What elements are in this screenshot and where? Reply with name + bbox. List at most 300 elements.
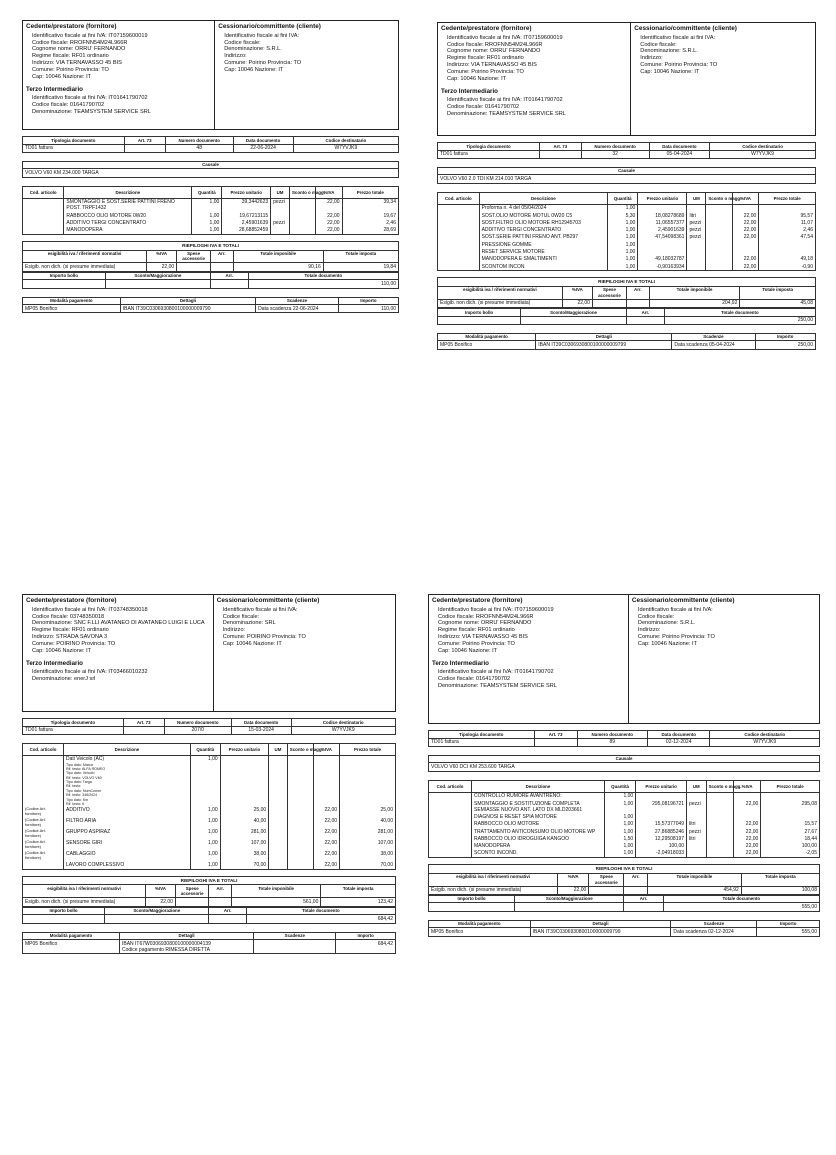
item-desc [472,813,605,820]
tipologia-value: TD01 fattura [438,150,540,158]
item-um: pezzi [687,227,706,234]
item-pu: 107,00 [220,840,268,851]
item-pu: 19,67213115 [222,212,271,219]
invoice-2 [437,22,816,350]
importo-value: 110,00 [338,305,398,313]
item-tot [761,792,820,800]
th-arr: Arr. [210,250,233,263]
item-iva: 22,00 [732,212,758,219]
th-esigibilita: esigibilità iva / riferimenti normativi [429,873,558,886]
cedente-line: Regime fiscale: RF01 ordinario [32,627,109,634]
th-quantita: Quantità [190,743,220,755]
item-qta: 1,00 [604,828,635,835]
item-pu: 18,08278689 [638,212,687,219]
items-table [22,186,399,235]
th-bollo: Importo bollo [438,309,521,317]
item-tot: 107,00 [340,840,396,851]
pagamento-table [437,333,816,350]
item-iva: 22,00 [313,818,339,829]
codice-value: W7YVJK9 [710,150,816,158]
item-qta: 1,00 [190,818,220,829]
piva-value: 22,00 [562,299,592,307]
item-iva [732,248,758,255]
terzo-title: Terzo Intermediario [441,87,498,95]
cedente-line: Indirizzo: VIA TERNAVASSO 45 BIS [438,634,528,641]
item-sconto [706,828,733,835]
item-sconto [706,842,733,849]
cessionario-line: Cap: 10046 Nazione: IT [222,640,282,647]
th-art73: Art. 73 [534,731,577,739]
th-scadenze: Scadenze [672,333,755,341]
item-desc [479,256,608,263]
item-tot [761,813,820,820]
item-tot [340,755,396,807]
terzo-line: Codice fiscale: 01641790702 [32,101,105,108]
th-scadenze: Scadenze [254,932,336,940]
cedente-line: Codice fiscale: RROFNN54M24L966R [447,41,543,48]
cedente-box [22,594,213,712]
item-tot: 281,00 [340,829,396,840]
cedente-line: Codice fiscale: RROFNN54M24L966R [438,613,534,620]
th-cod-articolo: Cod. articolo [429,780,472,792]
item-um [687,850,707,858]
item-sconto [706,227,732,234]
item-um [269,818,288,829]
item-sub-line: Tipo dato: Targa [66,780,92,785]
th-imposta: Totale imposta [741,873,819,886]
item-cod [438,219,480,226]
item-tot: 15,57 [761,821,820,828]
importo-value: 684,42 [336,940,396,954]
th-prezzo-totale: Prezzo totale [340,743,396,755]
table-row [23,840,396,851]
th-numero: Numero documento [581,143,649,151]
item-pu: 15,57377049 [636,821,687,828]
item-tot: -0,90 [759,263,816,271]
cessionario-line: Identificativo fiscale ai fini IVA: [222,606,298,613]
th-imposta: Totale imposta [323,250,398,263]
th-sconto: Sconto o magg. [287,743,313,755]
terzo-line: Codice fiscale: 01641790702 [438,675,511,682]
item-desc [472,800,605,813]
item-tot [759,241,816,248]
totali-table [428,895,820,912]
cessionario-line: Cap: 10046 Nazione: IT [640,68,700,75]
th-um: UM [271,186,290,198]
th-sconto: Sconto o magg. [289,186,315,198]
cedente-title: Cedente/prestatore (fornitore) [441,25,532,32]
th-cod-articolo: Cod. articolo [23,186,64,198]
item-pu: 39,3442623 [222,198,271,212]
th-piva: %IVA [146,885,176,898]
cedente-line: Identificativo fiscale ai fini IVA: IT07159600019 [438,606,554,613]
th-sconto-magg: Sconto/Maggiorazione [105,272,210,280]
cedente-title: Cedente/prestatore (fornitore) [432,597,523,604]
item-desc-text: ADDITIVO TERGI CONCENTRATO [66,219,147,226]
item-iva: 22,00 [733,835,760,842]
esigibilita-value: Esigib. non dich. (si presume immediata) [23,898,146,906]
causale-table [428,755,820,772]
numero-value: 207/0 [164,726,231,734]
table-row [438,234,816,241]
pagamento-table [428,920,820,937]
th-descrizione: Descrizione [64,186,192,198]
terzo-line: Denominazione: enerJ srl [32,675,96,682]
causale-value: VOLVO V60 DCI KM 253.600 TARGA [429,763,820,771]
document-info-table [428,730,820,747]
item-pu [220,755,268,807]
item-cod [438,248,480,255]
art73-value [534,738,577,746]
item-sconto [287,840,313,851]
th-imposta: Totale imposta [740,286,816,299]
item-tot: 40,00 [340,818,396,829]
item-qta: 1,00 [608,219,638,226]
item-pu: 295,08196721 [636,800,687,813]
sconto-magg-value [515,903,624,911]
th-sconto-magg: Sconto/Maggiorazione [521,309,627,317]
item-pu: 38,00 [220,851,268,862]
item-sconto [706,792,733,800]
item-sconto [289,227,315,235]
item-cod [438,227,480,234]
tipologia-value: TD01 fattura [429,738,535,746]
item-tot: 2,46 [342,219,398,226]
item-qta: 5,30 [608,212,638,219]
item-pu: 49,18032787 [638,256,687,263]
scadenze-value: Data scadenza 22-06-2024 [256,305,339,313]
numero-value: 89 [577,738,647,746]
terzo-title: Terzo Intermediario [26,85,83,93]
item-qta: 1,00 [192,219,222,226]
th-cod-articolo: Cod. articolo [438,192,480,204]
cedente-box [437,22,630,136]
cedente-line: Codice fiscale: 03748350018 [32,613,105,620]
item-sconto [706,800,733,813]
cessionario-title: Cessionario/committente (cliente) [216,597,320,604]
item-sconto [287,807,313,818]
th-um: UM [687,192,706,204]
item-cod [438,256,480,263]
numero-value: 32 [581,150,649,158]
item-sub-line: Tipo dato: Veicolo [66,771,95,776]
th-numero: Numero documento [165,137,233,145]
th-arr2: Arr. [624,895,663,903]
th-piva: %IVA [558,873,589,886]
document-info-table [22,718,396,735]
cedente-line: Comune: Poirino Provincia: TO [447,68,524,75]
item-sconto [287,851,313,862]
th-totale-documento: Totale documento [664,309,815,317]
item-desc-text: SCONTOM INCON [481,263,525,270]
importo-value: 555,00 [757,928,820,936]
imponibile-value: 90,16 [233,263,323,271]
table-row [23,227,399,235]
header-boxes [428,594,820,724]
riepilogo-table [428,873,820,895]
item-qta: 1,00 [192,212,222,219]
table-row [23,851,396,862]
item-desc [479,241,608,248]
th-dettagli: Dettagli [536,333,672,341]
item-iva: 22,00 [316,198,342,212]
terzo-line: Identificativo fiscale ai fini IVA: IT03466010232 [32,669,148,676]
arr2-value [624,903,663,911]
item-desc-text: SOST.SERIE PATTINI FRENO ANT. PB297 [481,234,579,241]
th-esigibilita: esigibilità iva / riferimenti normativi [438,286,563,299]
th-art73: Art. 73 [540,143,582,151]
item-iva [313,755,339,807]
table-row [429,821,820,828]
cedente-box [428,594,628,724]
item-desc-text: RABBOCCO OLIO MOTORE [474,821,540,828]
item-sconto [287,862,313,870]
piva-value: 22,00 [558,886,589,894]
cessionario-title: Cessionario/committente (cliente) [218,23,321,30]
cedente-line: Cognome nome: ORRU' FERNANDO [32,46,126,53]
cessionario-box [630,22,816,136]
item-sub-line: Tipo dato: Marca [66,762,93,767]
item-qta: 1,00 [608,234,638,241]
item-desc [479,204,608,212]
cedente-line: Cap: 10046 Nazione: IT [32,73,92,80]
item-sconto [289,198,315,212]
item-pu [636,813,687,820]
item-sconto [706,850,733,858]
cessionario-line: Comune: POIRINO Provincia: TO [222,634,306,641]
dettagli-value [530,928,671,936]
item-um: pezzi [687,800,707,813]
th-um: UM [687,780,707,792]
bollo-value [23,915,105,923]
item-desc-text: RESET SERVICE MOTORE [481,248,545,255]
item-um: pezzi [271,198,290,212]
item-iva: 22,00 [316,219,342,226]
item-pu: 100,00 [636,842,687,849]
item-iva: 22,00 [732,219,758,226]
item-desc [64,829,191,840]
th-art73: Art. 73 [124,137,165,145]
item-qta: 1,00 [192,198,222,212]
item-cod [23,219,64,226]
cessionario-line: Denominazione: SRL [222,620,276,627]
item-sconto [706,219,732,226]
cessionario-line: Indirizzo: [637,627,661,634]
item-desc-text: LAVORO COMPLESSIVO [66,862,125,869]
arr-value [210,263,233,271]
terzo-line: Denominazione: TEAMSYSTEM SERVICE SRL [32,108,151,115]
th-imponibile: Totale imponibile [649,286,740,299]
bollo-value [429,903,515,911]
item-qta: 1,50 [604,835,635,842]
item-sconto [706,263,732,271]
item-pu: -0,90163934 [638,263,687,271]
piva-value: 22,00 [146,898,176,906]
th-cod-articolo: Cod. articolo [23,743,64,755]
item-um: litri [687,212,706,219]
item-tot [759,248,816,255]
item-cod [429,813,472,820]
item-qta: 1,00 [604,821,635,828]
item-tot: 28,69 [342,227,398,235]
item-qta: 1,00 [604,850,635,858]
th-totale-documento: Totale documento [248,272,398,280]
item-desc-text: MANODOPERA [66,227,103,234]
item-iva: 22,00 [733,842,760,849]
arr2-value [626,316,664,324]
codice-value: W7YVJK9 [293,144,398,152]
totali-table [437,308,816,325]
cedente-line: Comune: Poirino Provincia: TO [438,640,515,647]
th-iva: %IVA [733,780,760,792]
th-data: Data documento [649,143,709,151]
th-numero: Numero documento [164,719,231,727]
table-row [429,842,820,849]
th-quantita: Quantità [608,192,638,204]
invoice-3 [22,594,396,954]
invoice-1 [22,20,399,313]
item-desc [479,234,608,241]
item-desc-text: RABBOCCO OLIO MOTORE 0W20 [66,212,147,219]
modalita-value: MP05 Bonifico [23,305,121,313]
table-row [23,755,396,807]
item-desc [64,851,191,862]
totale-documento-value: 684,42 [246,915,395,923]
th-prezzo-unitario: Prezzo unitario [638,192,687,204]
th-totale-documento: Totale documento [663,895,819,903]
document-info-table [22,136,399,153]
item-um [687,842,707,849]
cessionario-box [214,20,399,130]
cedente-line: Regime fiscale: RF01 ordinario [32,53,109,60]
item-pu: 28,68852459 [222,227,271,235]
imponibile-value: 454,92 [647,886,741,894]
th-importo: Importo [755,333,816,341]
th-prezzo-unitario: Prezzo unitario [636,780,687,792]
terzo-title: Terzo Intermediario [26,659,83,667]
item-iva [732,241,758,248]
item-pu: 27,86885246 [636,828,687,835]
th-descrizione: Descrizione [472,780,605,792]
item-sconto [706,835,733,842]
item-cod [438,204,480,212]
dettagli-line: IBAN IT67W0306930800100000004139 [121,940,211,947]
item-pu [638,241,687,248]
th-sconto: Sconto o magg. [706,192,732,204]
item-iva: 22,00 [316,212,342,219]
art73-value [124,144,165,152]
item-tot: 25,00 [340,807,396,818]
cedente-line: Identificativo fiscale ai fini IVA: IT03748350018 [32,606,148,613]
item-desc-text: FILTRO ARIA [66,818,97,825]
th-arr: Arr. [209,885,231,898]
item-pu: 25,00 [220,807,268,818]
item-pu: 70,00 [220,862,268,870]
th-causale: Causale [429,755,820,763]
dettagli-line: IBAN IT39C0306930800100000009799 [538,342,627,349]
item-pu: 40,00 [220,818,268,829]
spese-value [175,898,209,906]
th-importo: Importo [336,932,396,940]
item-um [687,248,706,255]
item-qta: 1,00 [608,263,638,271]
th-prezzo-totale: Prezzo totale [761,780,820,792]
terzo-line: Denominazione: TEAMSYSTEM SERVICE SRL [438,682,557,689]
numero-value: 48 [165,144,233,152]
th-arr: Arr. [626,286,649,299]
table-row [438,219,816,226]
table-row [429,813,820,820]
arr-value [209,898,231,906]
th-bollo: Importo bollo [23,907,105,915]
cessionario-line: Identificativo fiscale ai fini IVA: [224,32,300,39]
item-desc [479,212,608,219]
item-desc [479,248,608,255]
item-pu: 12,29508197 [636,835,687,842]
item-qta: 1,00 [604,842,635,849]
th-dettagli: Dettagli [119,932,253,940]
item-sconto [706,204,732,212]
causale-table [437,167,816,184]
th-dettagli: Dettagli [530,920,671,928]
th-numero: Numero documento [577,731,647,739]
cedente-line: Identificativo fiscale ai fini IVA: IT07159600019 [32,32,148,39]
th-scadenze: Scadenze [256,297,339,305]
dettagli-value [119,940,253,954]
item-cod [438,263,480,271]
item-sub-line: Rif. testo: 346/2024 [66,793,98,798]
cedente-line: Indirizzo: STRADA SAVONA 3 [32,634,108,641]
item-tot: 18,44 [761,835,820,842]
item-desc [64,198,192,212]
item-desc [479,219,608,226]
item-desc-text: SCONTO INCOND. [474,850,518,857]
th-descrizione: Descrizione [64,743,191,755]
item-um [271,212,290,219]
table-row [429,835,820,842]
item-um [269,862,288,870]
item-desc [472,850,605,858]
table-row [429,792,820,800]
item-iva: 22,00 [313,829,339,840]
th-importo: Importo [757,920,820,928]
item-qta: 1,00 [608,256,638,263]
totali-table [22,907,396,924]
item-sub-line: Tipo dato: NumComm [66,788,102,793]
item-qta: 1,00 [608,241,638,248]
item-iva: 22,00 [732,234,758,241]
imposta-value: 123,42 [321,898,396,906]
th-tipologia: Tipologia documento [23,137,125,145]
th-modalita: Modalità pagamento [429,920,531,928]
terzo-title: Terzo Intermediario [432,659,489,667]
item-um [269,851,288,862]
th-data: Data documento [647,731,710,739]
item-tot: 70,00 [340,862,396,870]
item-cod [429,835,472,842]
item-iva: 22,00 [732,256,758,263]
item-cod: (Codice Art. fornitore) [23,851,64,862]
item-desc-text: ADDITIVO TERGI CONCENTRATO [481,227,562,234]
th-spese: Spese accessorie [592,286,626,299]
totale-documento-value: 110,00 [248,280,398,288]
item-cod: (Codice Art. fornitore) [23,818,64,829]
item-iva: 22,00 [313,851,339,862]
item-pu: 2,45901639 [638,227,687,234]
cessionario-title: Cessionario/committente (cliente) [631,597,735,604]
riepilogo-title: RIEPILOGHI IVA E TOTALI [22,241,399,250]
item-cod: (Codice Art. fornitore) [23,840,64,851]
